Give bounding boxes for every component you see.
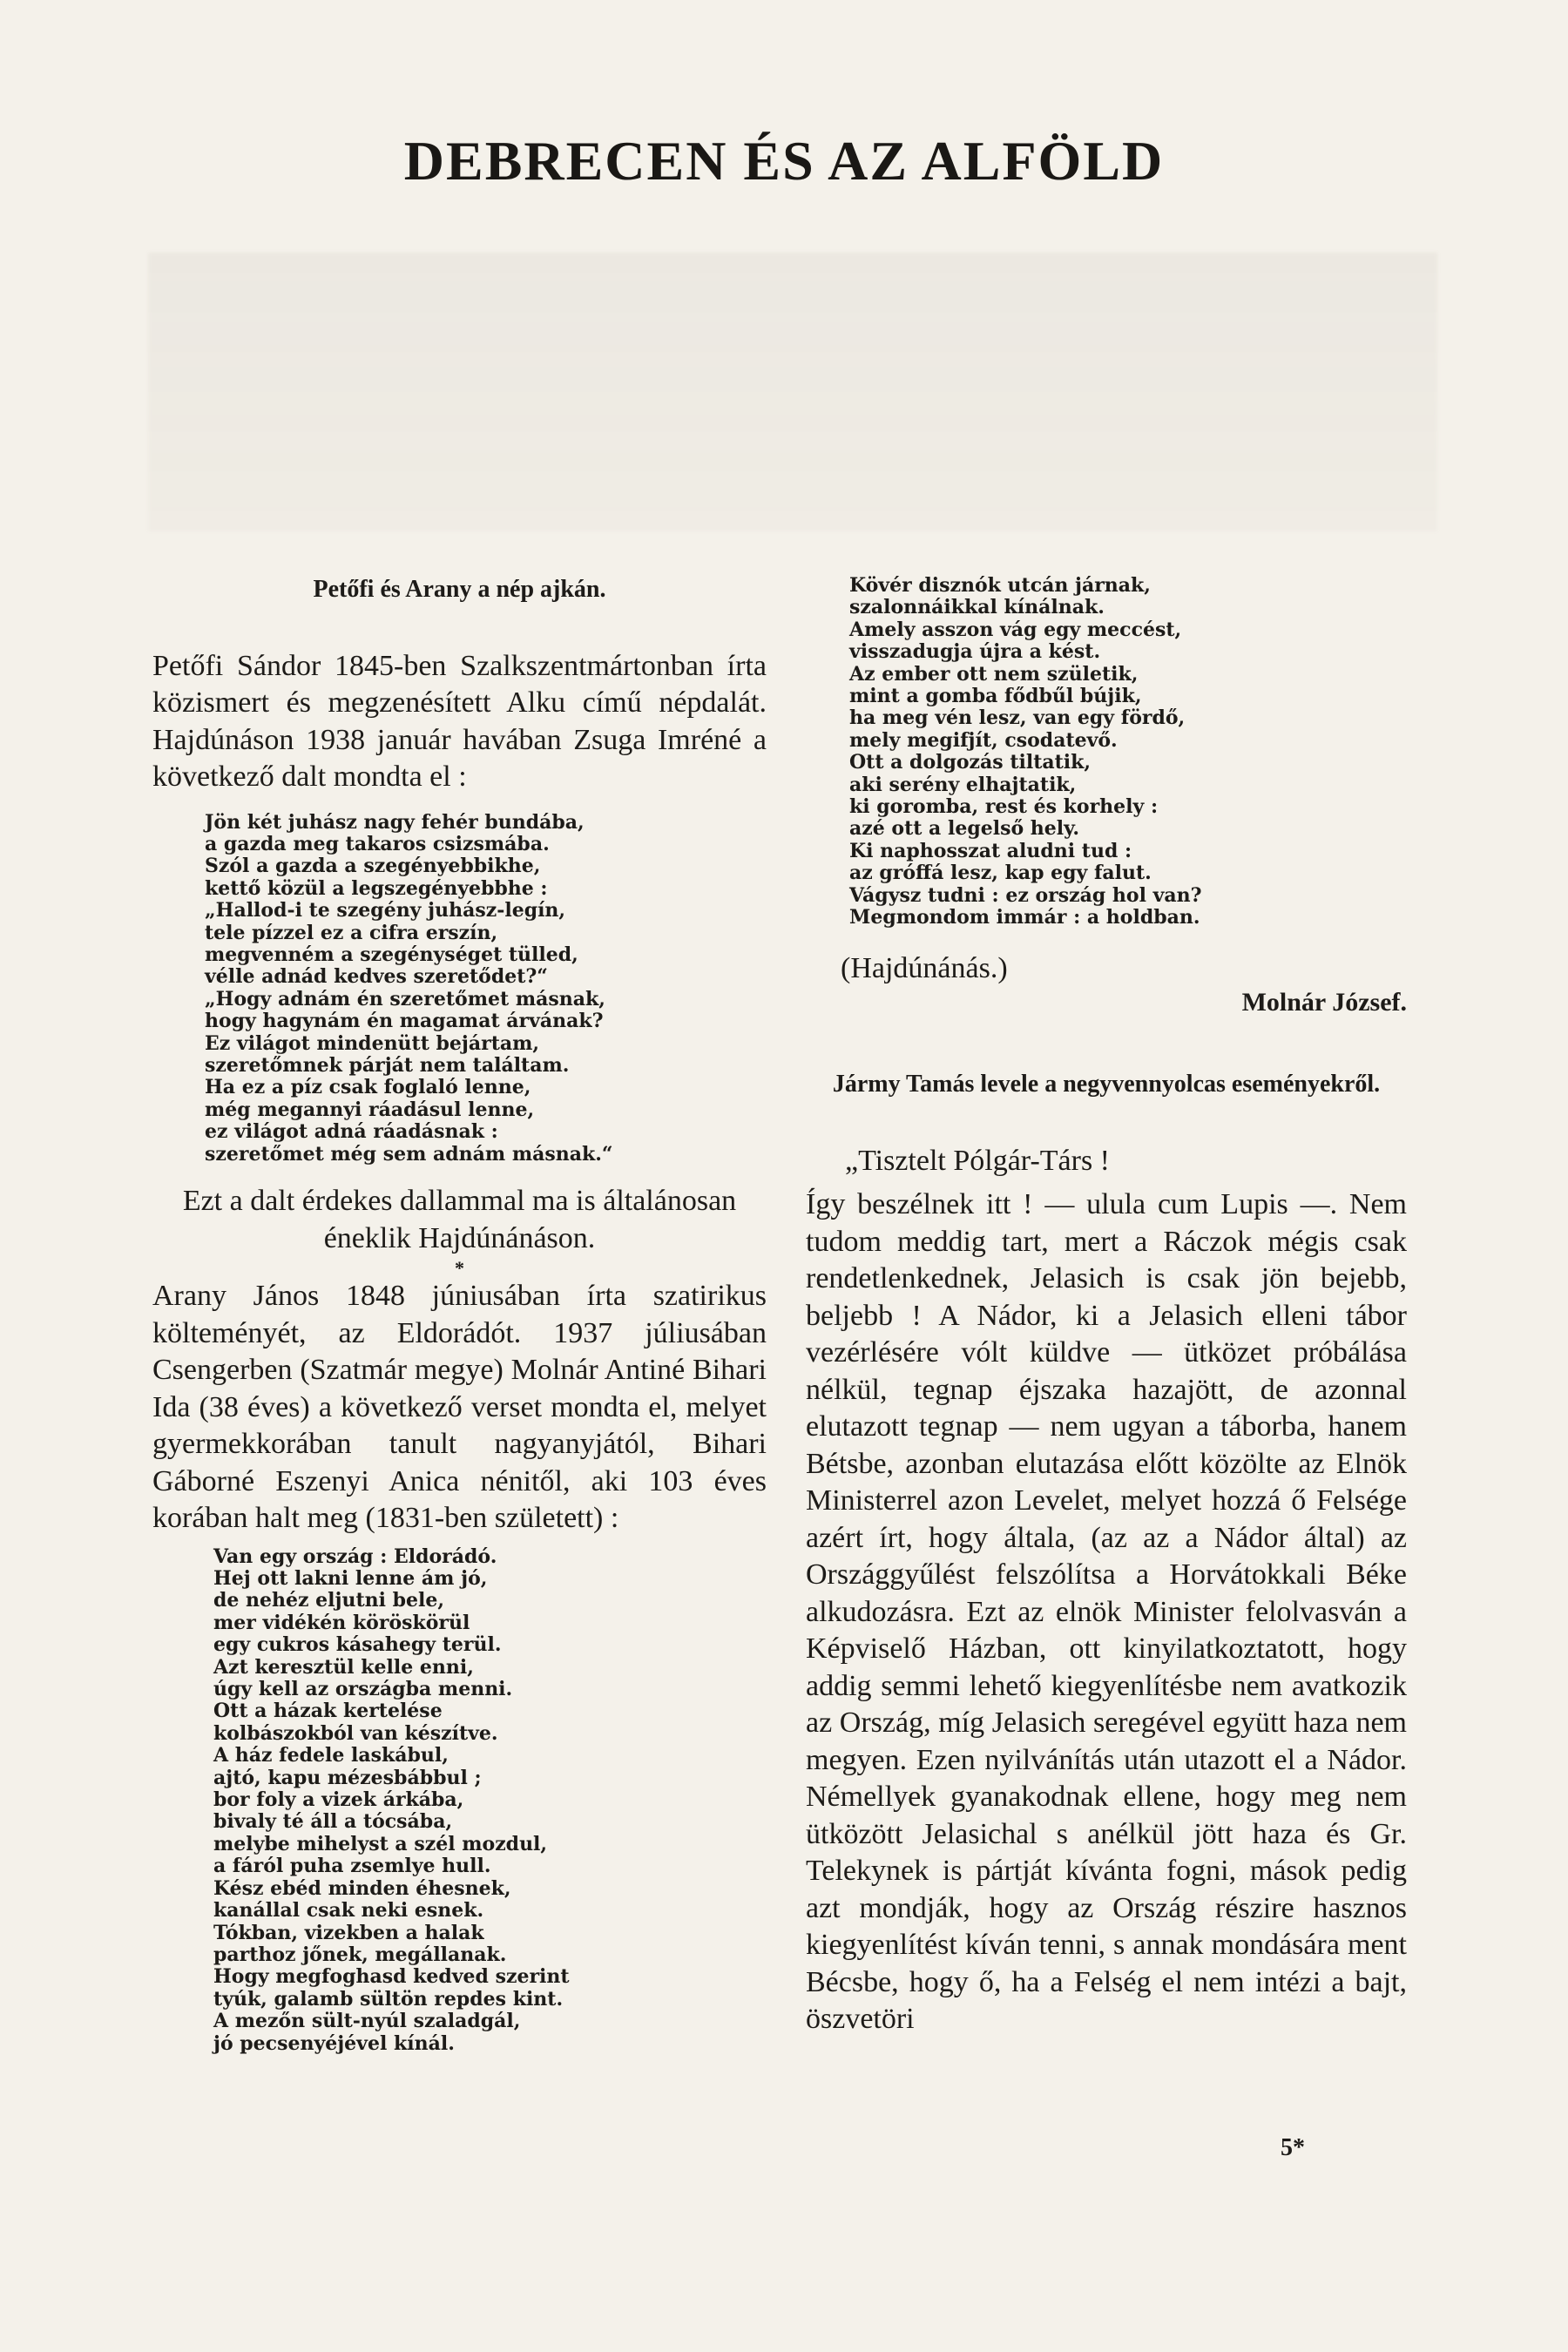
verse-line: szalonnáikkal kínálnak. <box>849 596 1105 619</box>
verse-line: jó pecsenyéjével kínál. <box>213 2031 455 2055</box>
verse-line: még megannyi ráadásul lenne, <box>205 1098 535 1121</box>
verse-line: ha meg vén lesz, van egy fördő, <box>849 706 1186 730</box>
verse-line: a fáról puha zsemlye hull. <box>213 1855 491 1878</box>
verse-juhasz <box>205 812 767 1166</box>
left-column <box>152 575 767 2055</box>
verse-line: Az ember ott nem születik, <box>849 662 1139 686</box>
letter-body: Így beszélnek itt ! — ulula cum Lupis —. Nem tudom meddig tart, mert a Ráczok mégis csak rendetlenkednek, Jelasich is csak jön bejebb, beljebb ! A Nádor, ki a Jelasich elleni tábor vezérlésére vólt küldve — ütközet próbálása nélkül, tegnap éjszaka hazajött, de azonnal elutazott tegnap — nem ugyan a táborba, hanem Bétsbe, azonban elutazása előtt közölte az Elnök Ministerrel azon Levelet, melyet hozzá ő Felsége azért írt, hogy általa, (az az a Nádor által) az Országgyűlést felszólítsa a Horvátokkali Béke alkudozásra. Ezt az elnök Minister felolvasván a Képviselő Házban, ott kinyilatkoztatott, hogy addig semmi lehető kiegyenlítésbe nem avatkozik az Ország, míg Jelasich seregével együtt haza nem megyen. Ezen nyilvánítás után utazott el a Nádor. Némellyek gyanakodnak ellene, hogy meg nem ütközött Jelasichal s anélkül jött haza és Gr. Telekynek is pártját kívánta fogni, mások pedig azt mondják, hogy az Ország részire hasznos kiegyenlítést kíván tenni, s annak mondására ment Bécsbe, hogy ő, ha a Felség el nem intézi a bajt, öszvetöri <box>806 1188 1407 2036</box>
verse-line: mely megifjít, csodatevő. <box>849 728 1118 752</box>
verse-line: kettő közül a legszegényebbhe : <box>205 876 548 900</box>
verse-line: Ki naphosszat aludni tud : <box>849 839 1132 862</box>
section-title-jarmy-letter: Jármy Tamás levele a negyvennyolcas eseményekről. <box>832 1071 1381 1098</box>
verse-line: bor foly a vizek árkába, <box>213 1788 464 1812</box>
verse-line: Van egy ország : Eldorádó. <box>213 1544 497 1568</box>
verse-line: Ott a dolgozás tiltatik, <box>849 751 1092 774</box>
verse-line: vélle adnád kedves szeretődet?“ <box>205 965 548 989</box>
verse-line: Megmondom immár : a holdban. <box>849 906 1200 929</box>
verse-line: A mezőn sült-nyúl szaladgál, <box>213 2010 521 2033</box>
paragraph-eldorado: Arany János 1848 júniusában írta szatirikus költeményét, az Eldorádót. 1937 júliusában Csengerben (Szatmár megye) Molnár Antiné Bihari Ida (38 éves) a következő verset mondta el, melyet gyermekkorában tanult nagyanyjától, Bihari Gáborné Eszenyi Anica nénitől, aki 103 éves korában halt meg (1831-ben született) : <box>152 1280 767 1535</box>
verse-line: kolbászokból van készítve. <box>213 1721 498 1745</box>
verse-line: Amely asszon vág egy meccést, <box>849 618 1182 641</box>
verse-line: Kövér disznók utcán járnak, <box>849 574 1151 597</box>
verse-eldorado-continued <box>849 575 1407 929</box>
verse-line: kanállal csak neki esnek. <box>213 1899 484 1923</box>
letter-salutation: „Tisztelt Pólgár-Társ ! <box>845 1144 1111 1177</box>
verse-line: Kész ebéd minden éhesnek, <box>213 1876 511 1900</box>
section-separator: * <box>455 1257 464 1280</box>
verse-line: bivaly té áll a tócsába, <box>213 1810 453 1834</box>
verse-line: mint a gomba fődbűl bújik, <box>849 685 1142 708</box>
show-through-background <box>148 253 1437 531</box>
verse-eldorado <box>213 1546 767 2055</box>
verse-line: mer vidékén köröskörül <box>213 1611 470 1634</box>
verse-line: Azt keresztül kelle enni, <box>213 1655 474 1679</box>
verse-line: megvenném a szegénységet tülled, <box>205 943 578 967</box>
verse-line: Szól a gazda a szegényebbikhe, <box>205 855 541 878</box>
section-title-petofi-arany: Petőfi és Arany a nép ajkán. <box>313 576 606 603</box>
page-title: DEBRECEN ÉS AZ ALFÖLD <box>403 130 1165 192</box>
verse-line: „Hallod-i te szegény juhász-legín, <box>205 899 566 923</box>
verse-line: Ez világot mindenütt bejártam, <box>205 1031 540 1055</box>
verse-line: Jön két juhász nagy fehér bundába, <box>205 810 585 834</box>
verse-line: tyúk, galamb sültön repdes kint. <box>213 1987 564 2011</box>
verse-line: de nehéz eljutni bele, <box>213 1589 445 1612</box>
verse-line: szeretőmnek párját nem találtam. <box>205 1054 570 1078</box>
verse-line: Hogy megfoghasd kedved szerint <box>213 1965 570 1989</box>
verse-line: „Hogy adnám én szeretőmet másnak, <box>205 987 605 1010</box>
verse-line: egy cukros kásahegy terül. <box>213 1633 502 1657</box>
verse-line: Hej ott lakni lenne ám jó, <box>213 1567 488 1590</box>
verse-line: szeretőmet még sem adnám másnak.“ <box>205 1142 613 1166</box>
verse-line: Ott a házak kertelése <box>213 1700 443 1723</box>
intro-paragraph: Petőfi Sándor 1845-ben Szalkszentmártonban írta közismert és megzenésített Alku című népdalát. Hajdúnáson 1938 január havában Zsuga Imréné a következő dalt mondta el : <box>152 649 767 794</box>
verse-line: ez világot adná ráadásnak : <box>205 1120 498 1144</box>
verse-line: visszadugja újra a kést. <box>849 640 1101 664</box>
page-number: 5* <box>1281 2134 1305 2161</box>
right-column <box>806 575 1407 2038</box>
verse-line: melybe mihelyst a szél mozdul, <box>213 1832 548 1855</box>
verse-line: aki serény elhajtatik, <box>849 773 1077 796</box>
verse-line: tele pízzel ez a cifra erszín, <box>205 921 498 944</box>
verse-line: az gróffá lesz, kap egy falut. <box>849 862 1152 885</box>
verse-line: azé ott a legelső hely. <box>849 817 1080 841</box>
verse-line: Vágysz tudni : ez ország hol van? <box>849 883 1202 907</box>
verse-line: hogy hagynám én magamat árvának? <box>205 1010 604 1033</box>
verse-line: úgy kell az országba menni. <box>213 1678 513 1701</box>
paragraph-dallam: Ezt a dalt érdekes dallammal ma is általánosan éneklik Hajdúnánáson. <box>182 1185 737 1254</box>
verse-line: Tókban, vizekben a halak <box>213 1921 484 1944</box>
verse-line: ajtó, kapu mézesbábbul ; <box>213 1766 482 1789</box>
verse-line: Ha ez a píz csak foglaló lenne, <box>205 1076 531 1099</box>
place-note: (Hajdúnánás.) <box>841 951 1008 984</box>
verse-line: a gazda meg takaros csizsmába. <box>205 833 550 855</box>
verse-line: parthoz jőnek, megállanak. <box>213 1943 507 1966</box>
verse-line: ki goromba, rest és korhely : <box>849 795 1159 819</box>
verse-line: A ház fedele laskábul, <box>213 1744 449 1767</box>
author-signature: Molnár József. <box>1241 988 1407 1017</box>
